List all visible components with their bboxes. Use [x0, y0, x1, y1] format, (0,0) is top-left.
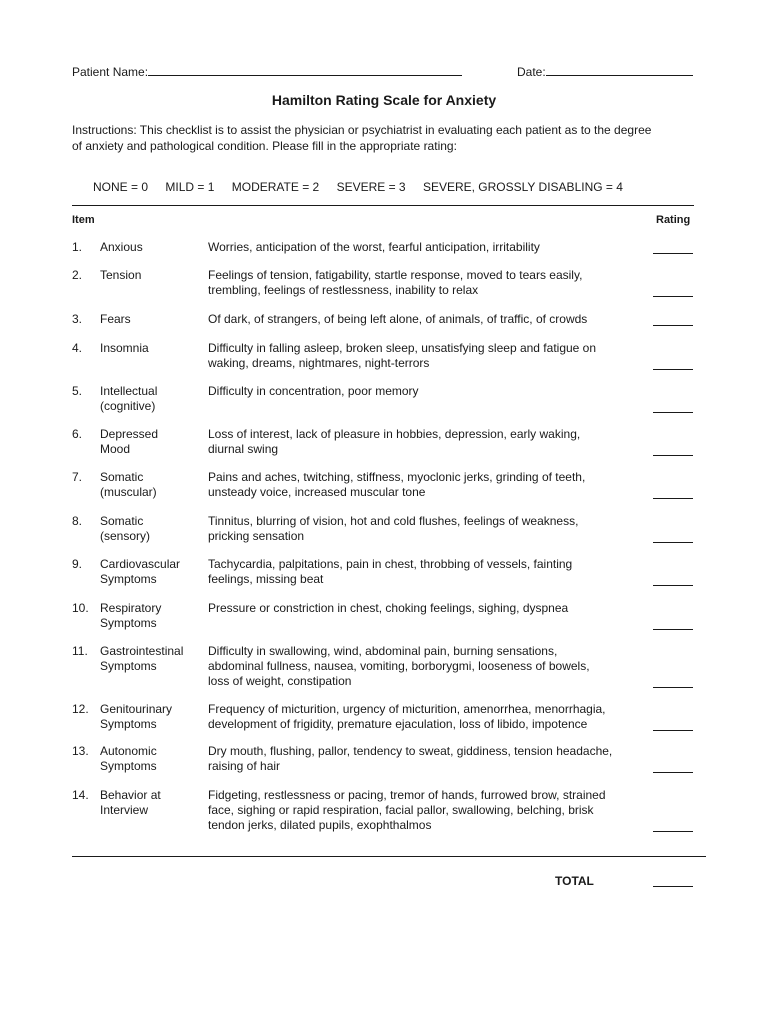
- date-label: Date:: [517, 65, 546, 79]
- rating-blank[interactable]: [653, 325, 693, 326]
- item-name: Symptoms: [100, 616, 157, 630]
- rating-blank[interactable]: [653, 296, 693, 297]
- item-description: trembling, feelings of restlessness, inability to relax: [208, 283, 479, 297]
- item-description: unsteady voice, increased muscular tone: [208, 485, 426, 499]
- header-divider: [72, 205, 694, 206]
- item-number: 7.: [72, 470, 83, 484]
- rating-blank[interactable]: [653, 498, 693, 499]
- item-description: Dry mouth, flushing, pallor, tendency to sweat, giddiness, tension headache,: [208, 744, 613, 758]
- item-number: 11.: [72, 644, 88, 658]
- rating-blank[interactable]: [653, 772, 693, 773]
- item-description: pricking sensation: [208, 529, 305, 543]
- rating-blank[interactable]: [653, 831, 693, 832]
- item-description: Feelings of tension, fatigability, startle response, moved to tears easily,: [208, 268, 583, 282]
- instructions-line-2: of anxiety and pathological condition. Please fill in the appropriate rating:: [72, 139, 457, 153]
- item-number: 10.: [72, 601, 89, 615]
- item-name: Intellectual: [100, 384, 158, 398]
- item-name: Somatic: [100, 470, 144, 484]
- item-description: tendon jerks, dilated pupils, exophthalmos: [208, 818, 432, 832]
- item-number: 3.: [72, 312, 83, 326]
- item-description: development of frigidity, premature ejaculation, loss of libido, impotence: [208, 717, 588, 731]
- item-name: Autonomic: [100, 744, 157, 758]
- total-label: TOTAL: [555, 874, 594, 888]
- form-title: Hamilton Rating Scale for Anxiety: [271, 92, 497, 108]
- item-description: diurnal swing: [208, 442, 279, 456]
- patient-name-blank[interactable]: [148, 63, 462, 76]
- scale-mild: MILD = 1: [165, 180, 215, 194]
- item-name: Anxious: [100, 240, 143, 254]
- rating-blank[interactable]: [653, 455, 693, 456]
- date-field[interactable]: [517, 63, 693, 79]
- item-name: Symptoms: [100, 572, 157, 586]
- item-name: Cardiovascular: [100, 557, 181, 571]
- item-name: (cognitive): [100, 399, 156, 413]
- scale-none: NONE = 0: [93, 180, 149, 194]
- item-description: waking, dreams, nightmares, night-terrors: [208, 356, 430, 370]
- item-description: raising of hair: [208, 759, 281, 773]
- item-name: Behavior at: [100, 788, 161, 802]
- item-description: abdominal fullness, nausea, vomiting, borborygmi, looseness of bowels,: [208, 659, 590, 673]
- footer-divider: [72, 856, 706, 857]
- rating-blank[interactable]: [653, 687, 693, 688]
- total-rating-blank[interactable]: [653, 886, 693, 887]
- item-description: feelings, missing beat: [208, 572, 324, 586]
- item-description: Pains and aches, twitching, stiffness, myoclonic jerks, grinding of teeth,: [208, 470, 586, 484]
- item-name: Gastrointestinal: [100, 644, 184, 658]
- item-description: Loss of interest, lack of pleasure in hobbies, depression, early waking,: [208, 427, 581, 441]
- item-name: (muscular): [100, 485, 157, 499]
- patient-name-label: Patient Name:: [72, 65, 149, 79]
- item-description: Difficulty in falling asleep, broken sleep, unsatisfying sleep and fatigue on: [208, 341, 597, 355]
- item-description: Tinnitus, blurring of vision, hot and cold flushes, feelings of weakness,: [208, 514, 579, 528]
- item-name: Interview: [100, 803, 149, 817]
- item-name: (sensory): [100, 529, 151, 543]
- item-name: Genitourinary: [100, 702, 173, 716]
- item-number: 13.: [72, 744, 89, 758]
- item-name: Somatic: [100, 514, 144, 528]
- item-description: Fidgeting, restlessness or pacing, tremor of hands, furrowed brow, strained: [208, 788, 606, 802]
- item-name: Symptoms: [100, 717, 157, 731]
- scale-moderate: MODERATE = 2: [231, 180, 320, 194]
- item-number: 5.: [72, 384, 83, 398]
- rating-blank[interactable]: [653, 629, 693, 630]
- item-number: 14.: [72, 788, 89, 802]
- instructions-line-1: Instructions: This checklist is to assist the physician or psychiatrist in evaluating each patient as to the degree: [72, 123, 652, 137]
- item-number: 1.: [72, 240, 83, 254]
- item-description: Of dark, of strangers, of being left alone, of animals, of traffic, of crowds: [208, 312, 588, 326]
- column-header-rating: Rating: [656, 214, 691, 226]
- item-number: 8.: [72, 514, 83, 528]
- item-name: Symptoms: [100, 659, 157, 673]
- item-number: 6.: [72, 427, 83, 441]
- item-name: Respiratory: [100, 601, 162, 615]
- rating-scale-legend: [93, 180, 637, 194]
- rating-blank[interactable]: [653, 542, 693, 543]
- item-description: Tachycardia, palpitations, pain in chest, throbbing of vessels, fainting: [208, 557, 573, 571]
- item-description: face, sighing or rapid respiration, facial pallor, swallowing, belching, brisk: [208, 803, 594, 817]
- rating-blank[interactable]: [653, 585, 693, 586]
- column-header-item: Item: [72, 214, 95, 226]
- rating-blank[interactable]: [653, 369, 693, 370]
- item-number: 9.: [72, 557, 83, 571]
- item-name: Symptoms: [100, 759, 157, 773]
- scale-severe: SEVERE = 3: [336, 180, 406, 194]
- rating-blank[interactable]: [653, 253, 693, 254]
- rating-blank[interactable]: [653, 412, 693, 413]
- patient-name-field[interactable]: [72, 63, 462, 79]
- item-description: Difficulty in concentration, poor memory: [208, 384, 419, 398]
- item-name: Fears: [100, 312, 131, 326]
- item-description: loss of weight, constipation: [208, 674, 352, 688]
- rating-blank[interactable]: [653, 730, 693, 731]
- item-name: Insomnia: [100, 341, 149, 355]
- item-description: Pressure or constriction in chest, choking feelings, sighing, dyspnea: [208, 601, 569, 615]
- item-name: Depressed: [100, 427, 159, 441]
- scale-grossly-disabling: SEVERE, GROSSLY DISABLING = 4: [422, 180, 623, 194]
- item-description: Worries, anticipation of the worst, fearful anticipation, irritability: [208, 240, 540, 254]
- item-description: Difficulty in swallowing, wind, abdominal pain, burning sensations,: [208, 644, 558, 658]
- item-description: Frequency of micturition, urgency of micturition, amenorrhea, menorrhagia,: [208, 702, 606, 716]
- item-number: 4.: [72, 341, 83, 355]
- item-name: Tension: [100, 268, 142, 282]
- date-blank[interactable]: [546, 63, 693, 76]
- item-name: Mood: [100, 442, 131, 456]
- item-number: 2.: [72, 268, 83, 282]
- item-number: 12.: [72, 702, 89, 716]
